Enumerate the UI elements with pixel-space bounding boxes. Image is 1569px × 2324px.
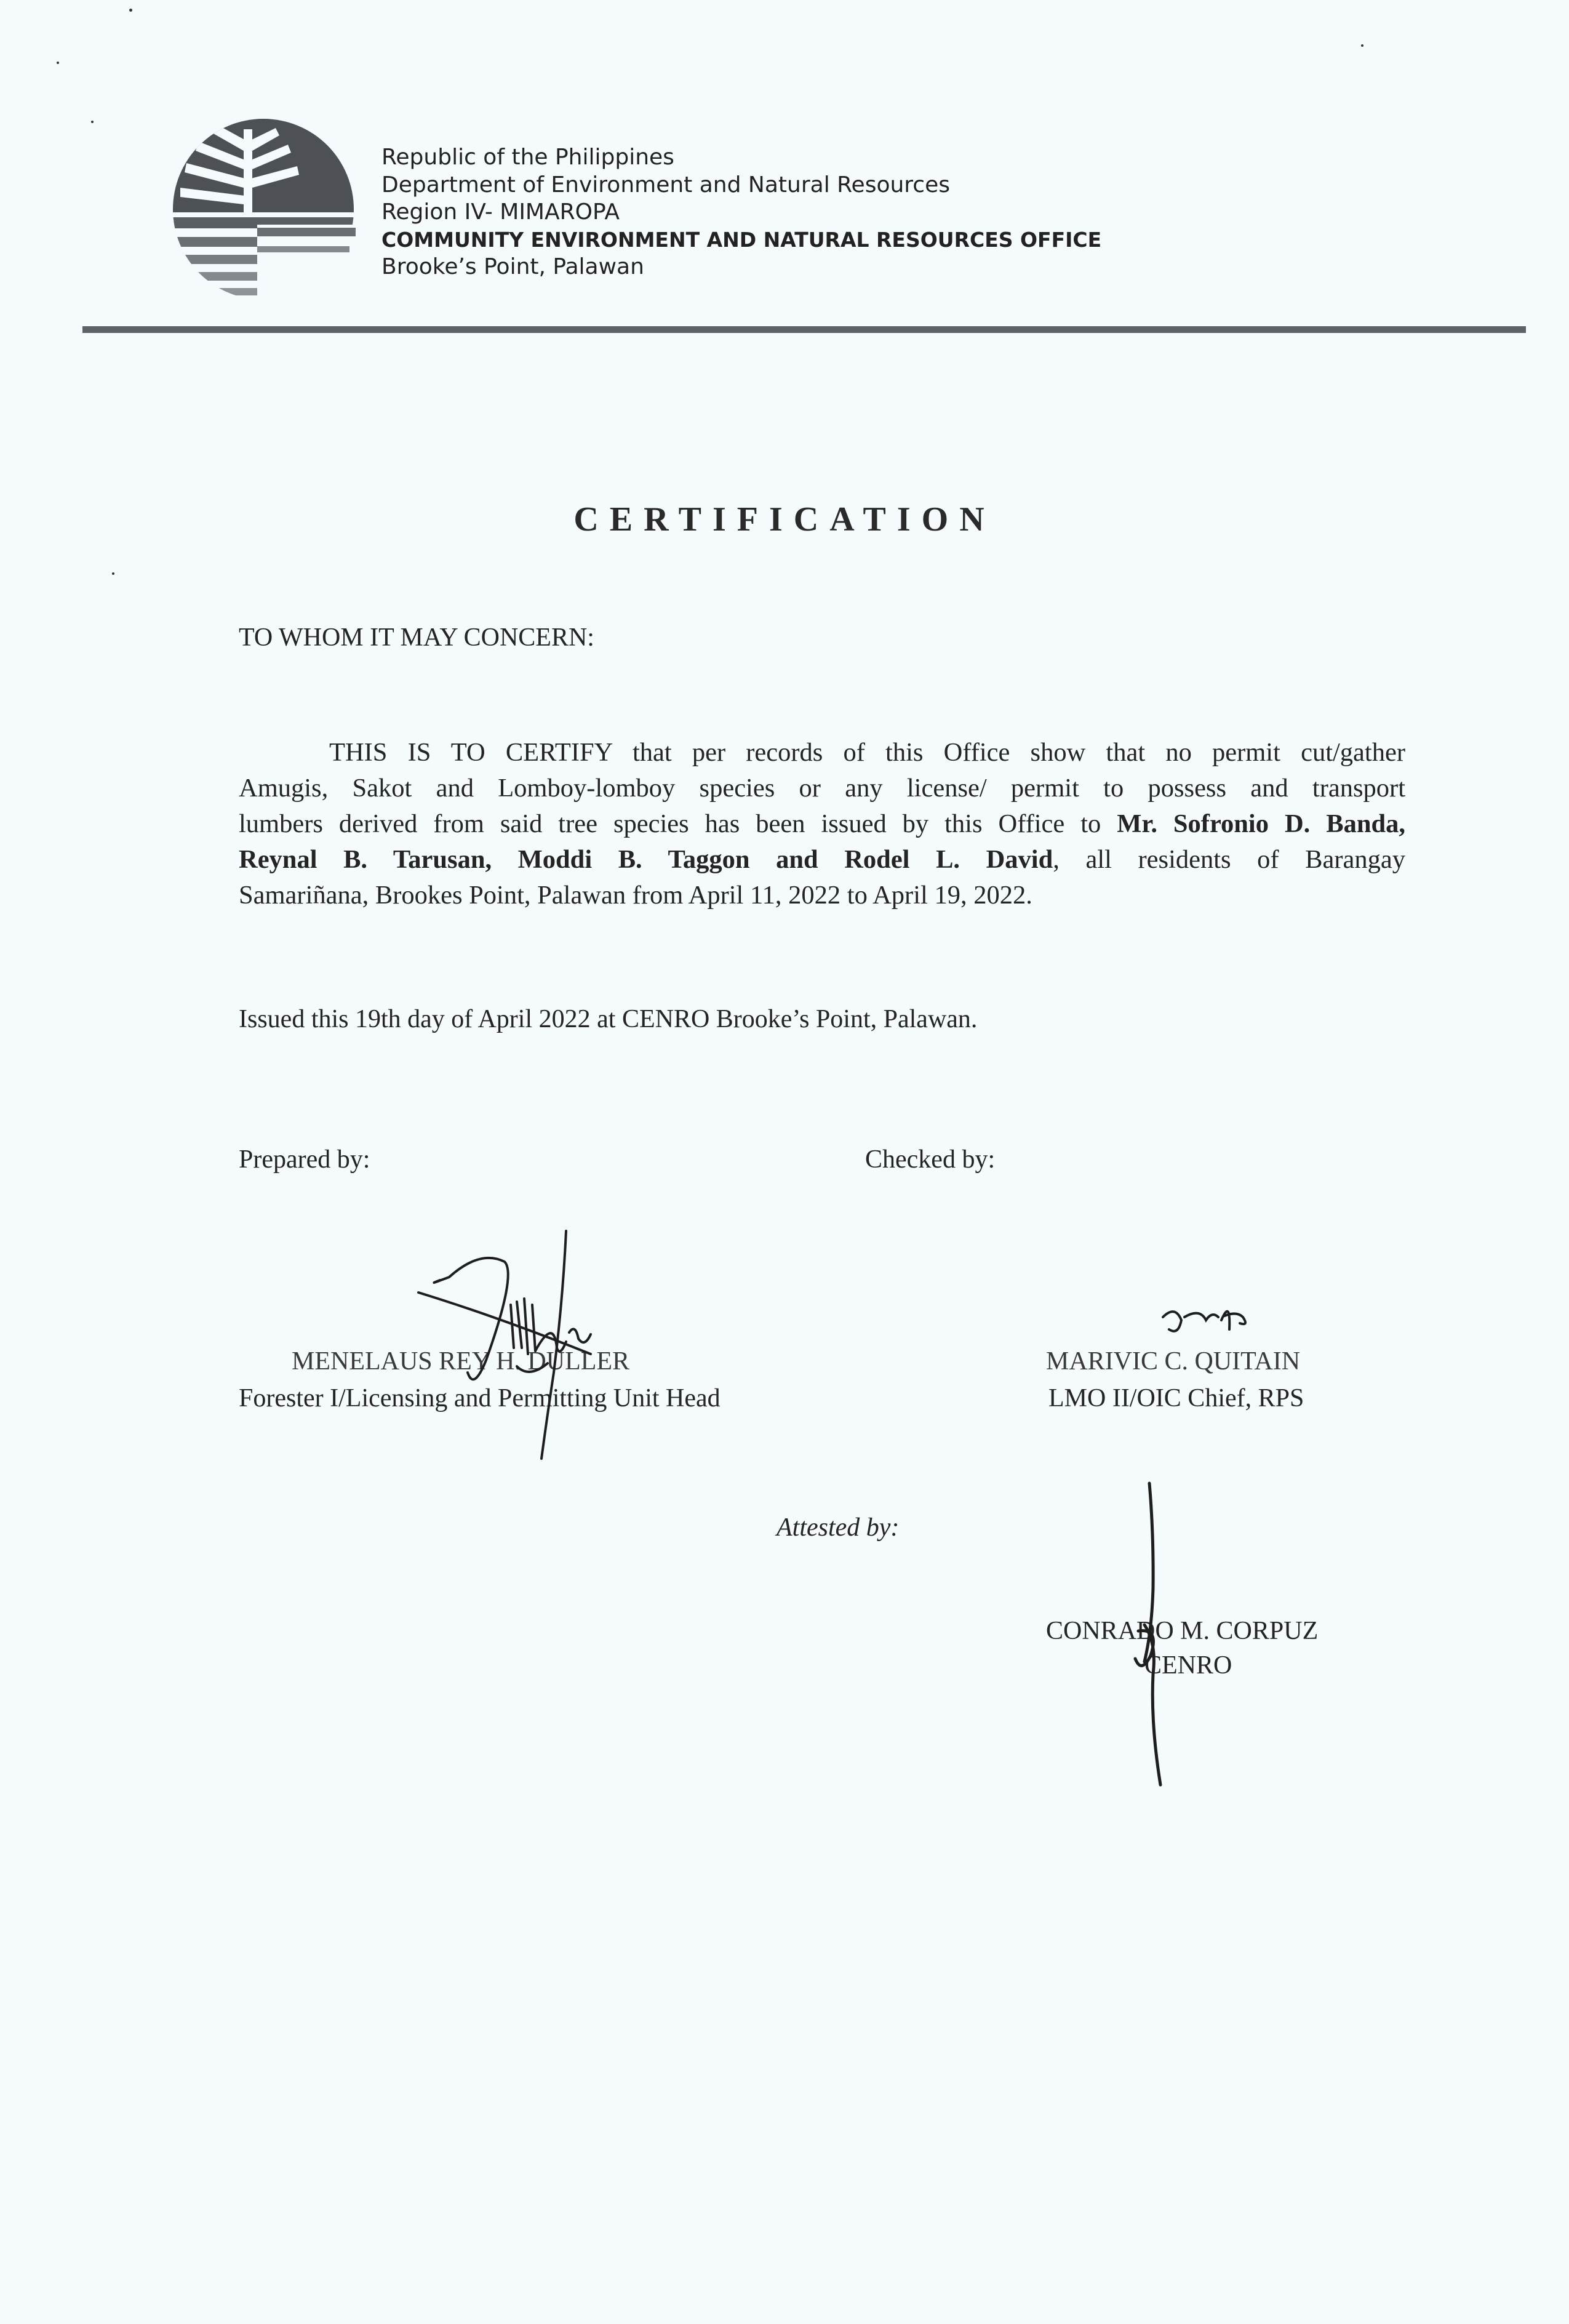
scan-speck: [57, 62, 59, 64]
denr-logo-icon: [171, 117, 356, 302]
prepared-by-name: MENELAUS REY H. DULLER: [292, 1347, 630, 1376]
body-name-bold: Reynal B. Tarusan, Moddi B. Taggon and Rodel L. David: [239, 845, 1053, 874]
body-line: [239, 842, 1405, 878]
body-text: Samariñana, Brookes Point, Palawan from April 11, 2022 to April 19, 2022.: [239, 881, 1032, 910]
attested-by-position: CENRO: [1144, 1651, 1232, 1680]
scan-speck: [112, 572, 114, 575]
salutation: TO WHOM IT MAY CONCERN:: [239, 623, 594, 652]
scan-speck: [91, 121, 94, 123]
checked-by-label: Checked by:: [865, 1145, 996, 1174]
prepared-by-label: Prepared by:: [239, 1145, 370, 1174]
body-line: [239, 771, 1405, 806]
body-line: [239, 806, 1405, 842]
attested-by-name: CONRADO M. CORPUZ: [1046, 1617, 1319, 1645]
document-title: CERTIFICATION: [573, 500, 996, 539]
body-text: THIS IS TO CERTIFY that per records of this Office show that no permit cut/gather: [329, 738, 1405, 767]
letterhead-office: COMMUNITY ENVIRONMENT AND NATURAL RESOURCES OFFICE: [381, 227, 1102, 252]
body-line: [239, 735, 1405, 771]
letterhead-republic: Republic of the Philippines: [381, 145, 674, 170]
body-text: lumbers derived from said tree species has been issued by this Office to: [239, 809, 1117, 838]
letterhead-department: Department of Environment and Natural Resources: [381, 172, 950, 198]
body-name-bold: Mr. Sofronio D. Banda,: [1117, 809, 1405, 838]
checked-by-signature: [1157, 1292, 1261, 1342]
letterhead-divider: [82, 326, 1526, 333]
issued-statement: Issued this 19th day of April 2022 at CENRO Brooke’s Point, Palawan.: [239, 1005, 978, 1033]
letterhead-location: Brooke’s Point, Palawan: [381, 254, 644, 279]
certification-body: [239, 735, 1405, 913]
prepared-by-position: Forester I/Licensing and Permitting Unit Head: [239, 1384, 721, 1412]
attested-by-label: Attested by:: [777, 1513, 900, 1542]
body-text: , all residents of Barangay: [1053, 845, 1405, 874]
scan-speck: [129, 9, 132, 12]
body-line: [239, 878, 1405, 913]
scan-speck: [1361, 44, 1363, 47]
body-text: Amugis, Sakot and Lomboy-lomboy species or any license/ permit to possess and transport: [239, 774, 1405, 803]
checked-by-position: LMO II/OIC Chief, RPS: [1048, 1384, 1304, 1412]
checked-by-name: MARIVIC C. QUITAIN: [1046, 1347, 1301, 1376]
letterhead-region: Region IV- MIMAROPA: [381, 199, 620, 225]
letterhead: [381, 144, 1101, 281]
